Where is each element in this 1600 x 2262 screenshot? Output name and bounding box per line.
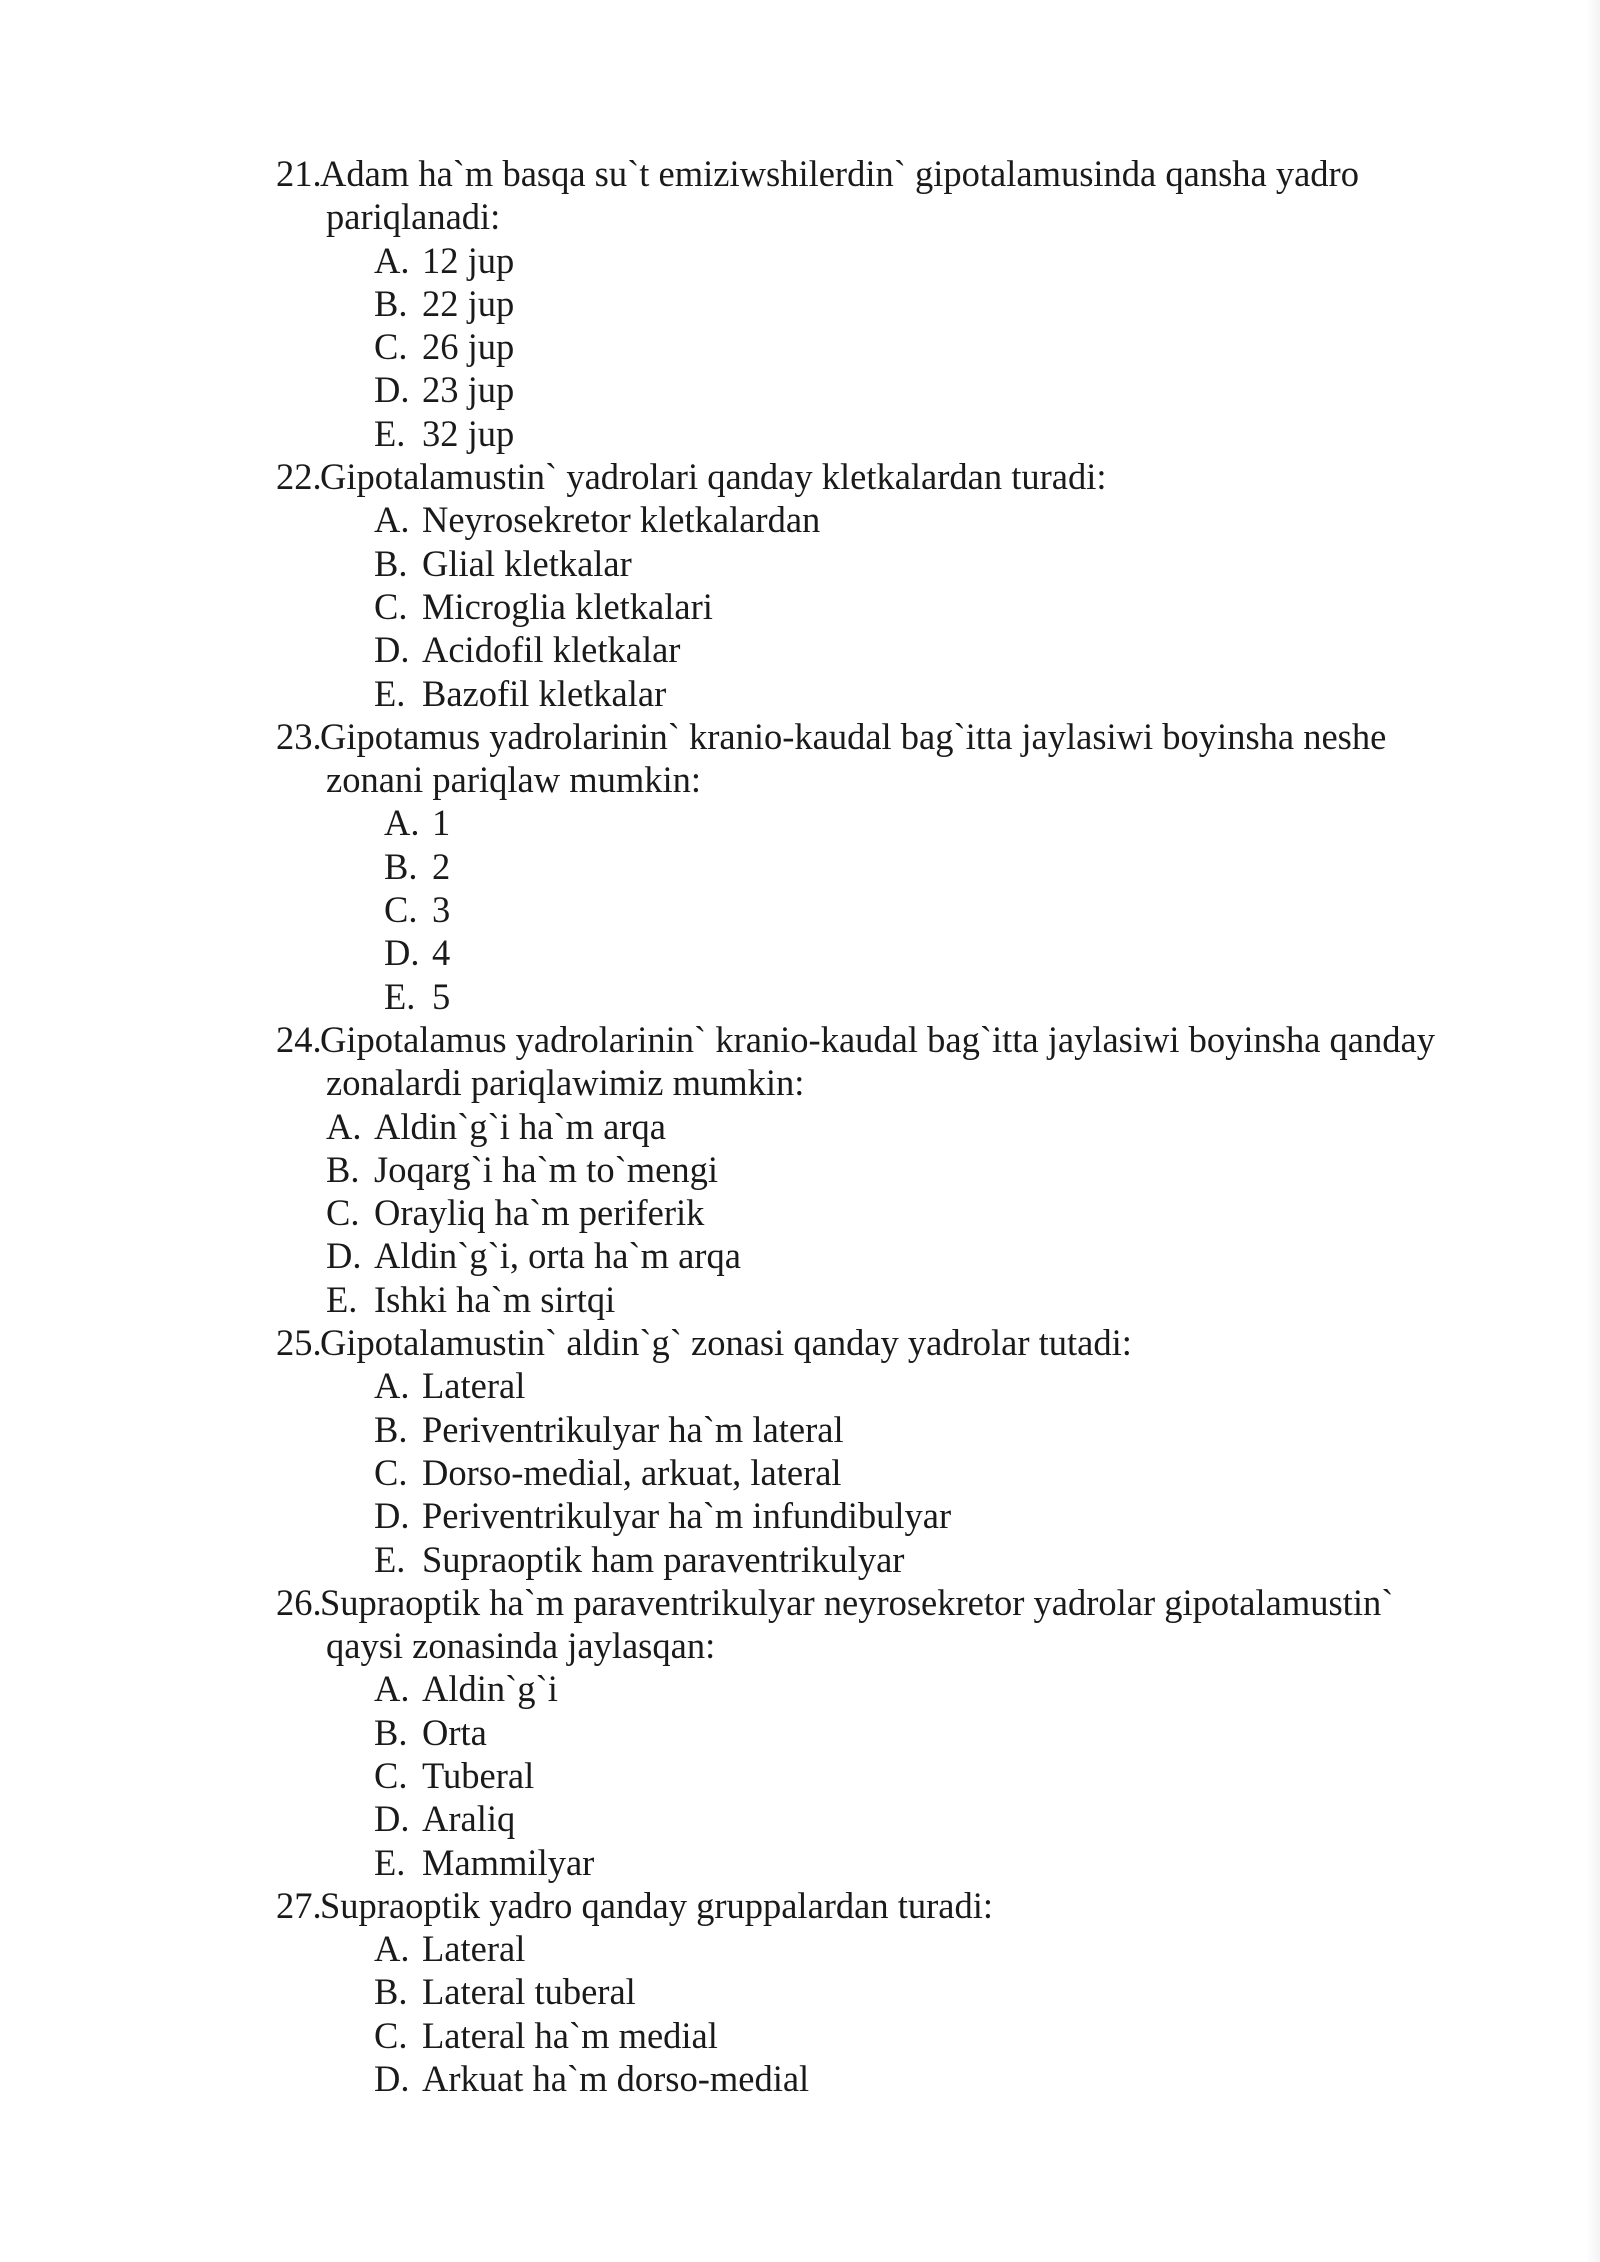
answer-options [276,1927,1516,2100]
question-stem [276,715,1516,758]
option-letter: D. [384,932,420,974]
option-text: Bazofil kletkalar [422,672,667,714]
question-text-line2: zonalardi pariqlawimiz mumkin: [326,1062,805,1104]
option-text: Lateral [422,1365,526,1407]
option-letter: C. [374,326,408,368]
answer-option [374,368,1516,411]
answer-options [276,1105,1516,1321]
option-text: 26 jup [422,326,515,368]
question-21 [276,152,1516,455]
option-text: Joqarg`i ha`m to`mengi [374,1148,718,1190]
option-text: 12 jup [422,239,515,281]
answer-option [326,1148,1516,1191]
answer-option [326,1278,1516,1321]
answer-options [276,1364,1516,1580]
answer-option [374,2014,1516,2057]
option-letter: B. [384,845,418,887]
question-23 [276,715,1516,1018]
option-text: Acidofil kletkalar [422,629,681,671]
option-letter: B. [326,1148,360,1190]
option-letter: D. [374,2058,410,2100]
option-text: Supraoptik ham paraventrikulyar [422,1538,905,1580]
answer-option [326,1191,1516,1234]
answer-option [384,975,1516,1018]
answer-option [374,1538,1516,1581]
option-text: 1 [432,802,451,844]
option-text: Dorso-medial, arkuat, lateral [422,1451,842,1493]
option-text: Tuberal [422,1754,535,1796]
option-letter: B. [374,282,408,324]
answer-option [374,1754,1516,1797]
option-letter: A. [384,802,420,844]
option-text: Glial kletkalar [422,542,632,584]
answer-option [374,2057,1516,2100]
answer-option [374,1841,1516,1884]
option-text: Lateral ha`m medial [422,2014,718,2056]
option-text: Periventrikulyar ha`m lateral [422,1408,844,1450]
question-stem [276,455,1516,498]
option-letter: C. [374,2014,408,2056]
question-25 [276,1321,1516,1581]
question-text-line1: Gipotalamus yadrolarinin` kranio-kaudal bag`itta jaylasiwi boyinsha qanday [320,1018,1435,1060]
scan-edge-shadow [1586,0,1600,2262]
option-text: 2 [432,845,451,887]
option-letter: E. [374,1841,406,1883]
answer-options [276,1667,1516,1883]
answer-option [374,542,1516,585]
question-24 [276,1018,1516,1321]
answer-options [276,801,1516,1017]
option-letter: A. [374,1668,410,1710]
answer-option [374,1927,1516,1970]
question-stem [276,1581,1516,1624]
answer-option [374,412,1516,455]
option-letter: B. [374,542,408,584]
question-stem [276,1018,1516,1061]
question-text-line1: Gipotalamustin` aldin`g` zonasi qanday yadrolar tutadi: [320,1322,1132,1364]
answer-option [374,498,1516,541]
option-letter: D. [374,1495,410,1537]
option-letter: D. [374,369,410,411]
question-stem [276,152,1516,195]
option-letter: C. [374,585,408,627]
answer-option [374,1364,1516,1407]
question-number: 25. [276,1322,322,1364]
answer-option [384,845,1516,888]
question-number: 23. [276,715,322,757]
option-text: Aldin`g`i, orta ha`m arqa [374,1235,741,1277]
option-letter: D. [374,629,410,671]
option-letter: D. [326,1235,362,1277]
question-text-line1: Gipotalamustin` yadrolari qanday kletkalardan turadi: [320,456,1107,498]
question-number: 24. [276,1018,322,1060]
option-letter: E. [374,412,406,454]
question-text-line2: zonani pariqlaw mumkin: [326,759,702,801]
answer-option [374,1970,1516,2013]
answer-option [374,628,1516,671]
question-text-line2: pariqlanadi: [326,196,501,238]
option-text: Microglia kletkalari [422,585,713,627]
answer-option [374,1494,1516,1537]
option-text: Periventrikulyar ha`m infundibulyar [422,1495,952,1537]
question-text-line2: qaysi zonasinda jaylasqan: [326,1625,716,1667]
answer-option [326,1105,1516,1148]
answer-option [374,1408,1516,1451]
option-letter: A. [326,1105,362,1147]
option-text: Lateral [422,1928,526,1970]
option-letter: A. [374,239,410,281]
question-text-line1: Adam ha`m basqa su`t emiziwshilerdin` gipotalamusinda qansha yadro [320,153,1359,194]
option-text: Araliq [422,1798,516,1840]
option-letter: C. [384,889,418,931]
option-letter: A. [374,499,410,541]
question-list [276,152,1516,2100]
option-letter: A. [374,1365,410,1407]
option-text: Lateral tuberal [422,1971,636,2013]
option-text: 4 [432,932,451,974]
option-letter: C. [326,1192,360,1234]
option-text: Neyrosekretor kletkalardan [422,499,821,541]
option-text: Ishki ha`m sirtqi [374,1278,616,1320]
question-number: 27. [276,1884,322,1926]
answer-option [374,1797,1516,1840]
option-letter: A. [374,1928,410,1970]
answer-option [384,888,1516,931]
option-text: 23 jup [422,369,515,411]
answer-option [374,282,1516,325]
option-text: Orayliq ha`m periferik [374,1192,705,1234]
option-text: 5 [432,975,451,1017]
question-26 [276,1581,1516,1884]
option-text: 22 jup [422,282,515,324]
option-letter: C. [374,1451,408,1493]
answer-options [276,239,1516,455]
answer-option [374,1451,1516,1494]
option-letter: B. [374,1711,408,1753]
answer-option [374,585,1516,628]
option-letter: C. [374,1754,408,1796]
answer-option [326,1234,1516,1277]
option-text: 3 [432,889,451,931]
question-22 [276,455,1516,715]
answer-option [374,1711,1516,1754]
answer-option [374,325,1516,368]
question-stem [276,1884,1516,1927]
option-letter: B. [374,1971,408,2013]
option-text: Mammilyar [422,1841,595,1883]
option-text: Arkuat ha`m dorso-medial [422,2058,810,2100]
question-text-line1: Supraoptik yadro qanday gruppalardan turadi: [320,1884,994,1926]
answer-option [374,1667,1516,1710]
question-text-line1: Supraoptik ha`m paraventrikulyar neyrosekretor yadrolar gipotalamustin` [320,1581,1394,1623]
answer-options [276,498,1516,714]
option-letter: E. [374,1538,406,1580]
answer-option [374,239,1516,282]
question-text-line1: Gipotamus yadrolarinin` kranio-kaudal bag`itta jaylasiwi boyinsha neshe [320,715,1387,757]
option-letter: E. [374,672,406,714]
option-letter: E. [326,1278,358,1320]
option-text: Aldin`g`i ha`m arqa [374,1105,666,1147]
question-number: 22. [276,456,322,498]
option-text: Orta [422,1711,487,1753]
answer-option [384,801,1516,844]
option-letter: E. [384,975,416,1017]
option-letter: B. [374,1408,408,1450]
question-stem [276,1321,1516,1364]
question-number: 21. [276,153,322,194]
answer-option [384,931,1516,974]
option-letter: D. [374,1798,410,1840]
question-number: 26. [276,1581,322,1623]
answer-option [374,672,1516,715]
option-text: Aldin`g`i [422,1668,558,1710]
question-27 [276,1884,1516,2100]
option-text: 32 jup [422,412,515,454]
